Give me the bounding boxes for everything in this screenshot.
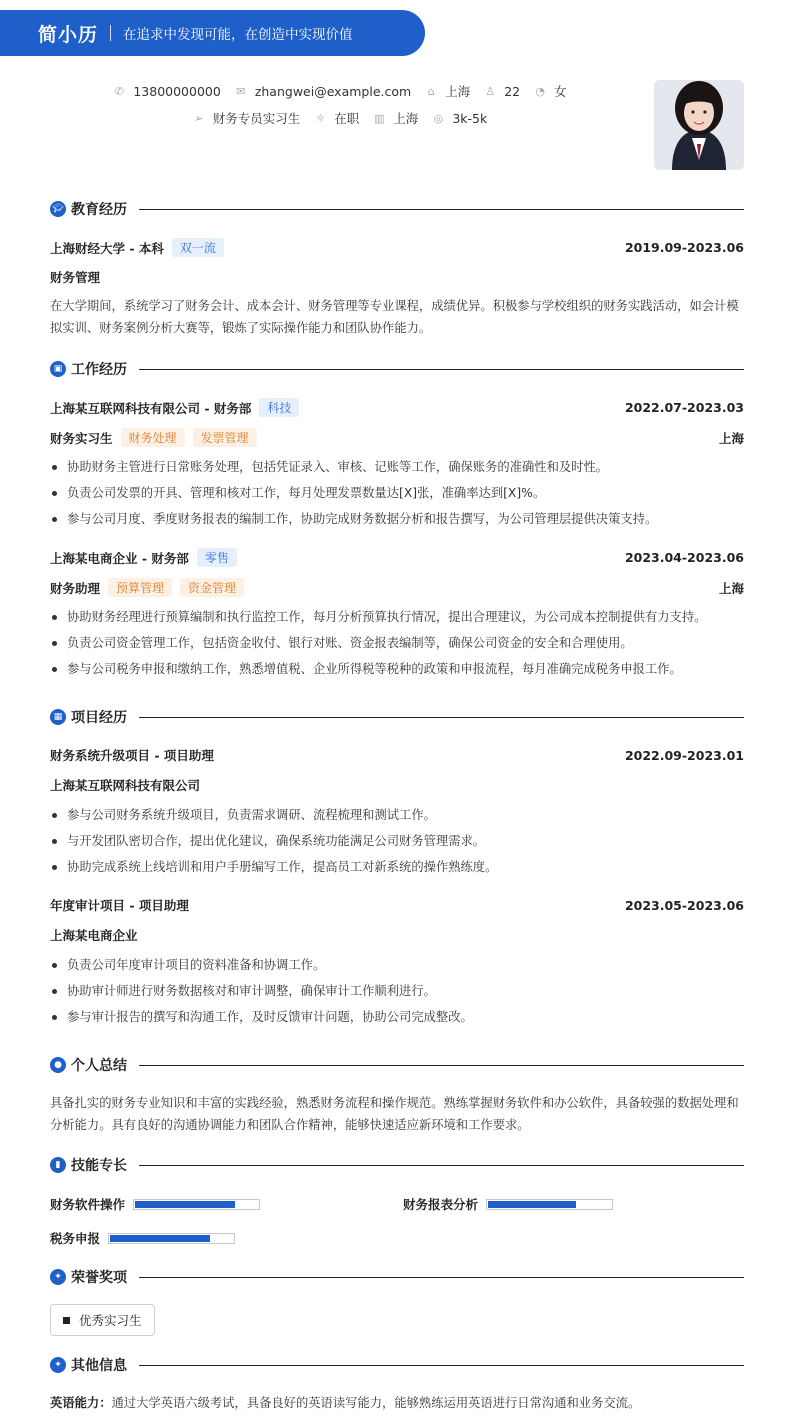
work-2-bullets [50,604,750,682]
education-date: 2019.09-2023.06 [624,240,744,255]
contact-row-2 [0,109,680,127]
info-icon: ✦ [50,1357,66,1373]
skill-tag: 预算管理 [108,578,172,597]
list-item: 协助财务经理进行预算编制和执行监控工作，每月分析预算执行情况，提出合理建议，为公司成本控制提供有力支持。 [50,604,750,630]
work-tag: 科技 [259,398,299,417]
award-icon: ✦ [50,1269,66,1285]
project-1-header [50,746,744,764]
skill-tag: 发票管理 [193,428,257,447]
bar-chart-icon: ▮ [50,1157,66,1173]
award-name: 优秀实习生 [79,1313,142,1328]
section-divider [139,717,744,718]
section-skills [50,1155,744,1175]
skill-bar [108,1233,235,1244]
banner-divider [110,25,111,41]
status-value: 在职 [334,111,360,126]
project-title: 年度审计项目 - 项目助理 [50,898,189,913]
award-badge [50,1304,155,1336]
section-title: 其他信息 [71,1358,127,1374]
project-title: 财务系统升级项目 - 项目助理 [50,748,214,763]
section-divider [139,1165,744,1166]
candidate-motto: 在追求中发现可能，在创造中实现价值 [123,27,353,43]
section-title: 个人总结 [71,1058,127,1074]
section-education [50,199,744,219]
other-info [50,1393,640,1411]
work-role: 财务实习生 [50,430,113,446]
work-1-header [50,398,744,417]
gender-icon: ◔ [535,84,545,98]
avatar [654,80,744,170]
list-item: 协助财务主管进行日常账务处理，包括凭证录入、审核、记账等工作，确保账务的准确性和及时性。 [50,454,750,480]
contact-city [425,82,470,100]
work-date: 2022.07-2023.03 [624,400,744,415]
other-label: 英语能力： [50,1396,112,1410]
position-value: 财务专员实习生 [212,111,301,126]
user-icon: ♙ [485,84,496,98]
list-item: 参与公司税务申报和缴纳工作，熟悉增值税、企业所得税等税种的政策和申报流程，每月准确完成税务申报工作。 [50,656,750,682]
list-item: 参与审计报告的撰写和沟通工作，及时反馈审计问题，协助公司完成整改。 [50,1004,750,1030]
skill-bar-fill [110,1235,210,1242]
home-icon: ⌂ [427,84,435,98]
gear-icon: ☼ [315,111,326,125]
target-city-value: 上海 [393,111,419,126]
person-icon: ● [50,1057,66,1073]
section-divider [139,209,744,210]
graduation-cap-icon: 🎓︎ [50,201,66,217]
other-text: 通过大学英语六级考试，具备良好的英语读写能力，能够熟练运用英语进行日常沟通和业务交流。 [111,1396,641,1410]
contact-age [484,84,520,99]
education-description: 在大学期间，系统学习了财务会计、成本会计、财务管理等专业课程，成绩优异。积极参与学校组织的财务实践活动，如会计模拟实训、财务案例分析大赛等，锻炼了实际操作能力和团队协作能力。 [50,299,739,335]
grid-icon: ▦ [50,709,66,725]
work-company: 上海某电商企业 - 财务部 [50,550,189,566]
school-tag: 双一流 [172,238,224,257]
list-item: 负责公司发票的开具、管理和核对工作，每月处理发票数量达[X]张，准确率达到[X]%。 [50,480,750,506]
skill-tag: 资金管理 [180,578,244,597]
skill-bar-fill [135,1201,235,1208]
project-2-header [50,896,744,914]
list-item: 协助审计师进行财务数据核对和审计调整，确保审计工作顺利进行。 [50,978,750,1004]
summary-text: 具备扎实的财务专业知识和丰富的实践经验，熟悉财务流程和操作规范。熟练掌握财务软件和办公软件，具备较强的数据处理和分析能力。具有良好的沟通协调能力和团队合作精神，能够快速适应新环境和工作要求。 [50,1096,739,1132]
list-item: 参与公司月度、季度财务报表的编制工作，协助完成财务数据分析和报告撰写，为公司管理层提供决策支持。 [50,506,750,532]
coin-icon: ◎ [433,111,444,125]
project-org: 上海某互联网科技有限公司 [50,778,201,793]
contact-position [193,109,301,127]
contact-row-1 [0,82,680,100]
list-item: 协助完成系统上线培训和用户手册编写工作，提高员工对新系统的操作熟练度。 [50,854,750,880]
section-title: 技能专长 [71,1158,127,1174]
section-work [50,359,744,379]
building-icon: ▥ [374,111,385,125]
send-icon: ➢ [194,111,204,125]
skill-item [50,1229,235,1247]
project-2-org-row [50,926,744,944]
project-1-bullets [50,802,750,880]
skill-item [50,1195,260,1213]
phone-value: 13800000000 [133,83,221,99]
work-location: 上海 [718,430,744,446]
skill-bar [133,1199,260,1210]
education-major: 财务管理 [50,270,101,285]
list-item: 与开发团队密切合作，提出优化建议，确保系统功能满足公司财务管理需求。 [50,828,750,854]
square-bullet-icon [63,1317,70,1324]
section-title: 工作经历 [71,362,127,378]
list-item: 负责公司年度审计项目的资料准备和协调工作。 [50,952,750,978]
section-title: 荣誉奖项 [71,1270,127,1286]
work-2-role-row [50,578,744,597]
work-location: 上海 [718,580,744,596]
work-company: 上海某互联网科技有限公司 - 财务部 [50,400,252,416]
gender-value: 女 [554,84,567,99]
work-role: 财务助理 [50,580,101,596]
work-tag: 零售 [197,548,237,567]
project-org: 上海某电商企业 [50,928,138,943]
skill-name: 财务报表分析 [403,1197,479,1212]
phone-icon: ✆ [114,84,124,98]
work-date: 2023.04-2023.06 [624,550,744,565]
section-awards [50,1267,744,1287]
project-1-org-row [50,776,744,794]
contact-phone [113,84,220,99]
email-value: zhangwei@example.com [254,83,412,99]
skill-name: 税务申报 [50,1231,101,1246]
city-value: 上海 [445,84,471,99]
project-date: 2023.05-2023.06 [624,897,744,913]
school-name: 上海财经大学 - 本科 [50,240,164,256]
skill-bar-fill [488,1201,576,1208]
section-title: 项目经历 [71,710,127,726]
mail-icon: ✉ [236,84,246,98]
section-divider [139,1365,744,1366]
section-summary [50,1055,744,1075]
work-2-header [50,548,744,567]
contact-salary [432,111,487,126]
work-1-role-row [50,428,744,447]
section-divider [139,1277,744,1278]
candidate-name: 简小历 [38,23,99,46]
salary-value: 3k-5k [452,110,488,126]
header-banner [0,10,425,56]
section-divider [139,369,744,370]
skill-name: 财务软件操作 [50,1197,126,1212]
skill-bar [486,1199,613,1210]
contact-target-city [373,109,418,127]
work-1-bullets [50,454,750,532]
project-2-bullets [50,952,750,1030]
contact-email [235,84,411,99]
contact-gender [534,82,567,100]
project-date: 2022.09-2023.01 [624,747,744,763]
section-title: 教育经历 [71,202,127,218]
briefcase-icon: ▣ [50,361,66,377]
list-item: 参与公司财务系统升级项目，负责需求调研、流程梳理和测试工作。 [50,802,750,828]
list-item: 负责公司资金管理工作，包括资金收付、银行对账、资金报表编制等，确保公司资金的安全和合理使用。 [50,630,750,656]
section-projects [50,707,744,727]
skill-tag: 财务处理 [121,428,185,447]
section-other [50,1355,744,1375]
education-header [50,238,744,257]
education-major-row [50,268,744,286]
skill-item [403,1195,613,1213]
age-value: 22 [504,83,521,99]
section-divider [139,1065,744,1066]
contact-status [314,109,359,127]
